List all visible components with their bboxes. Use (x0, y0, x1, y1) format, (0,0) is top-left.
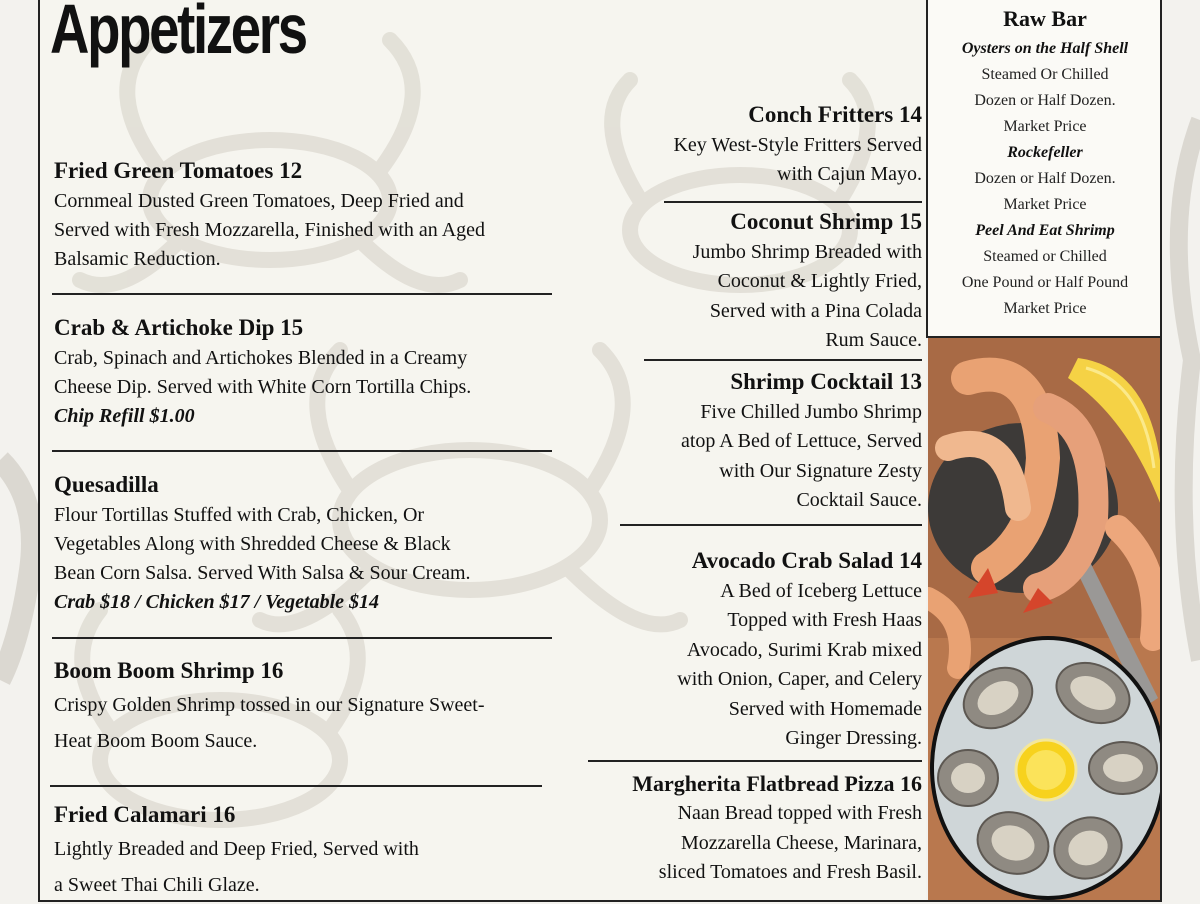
item-name: Margherita Flatbread Pizza 16 (632, 771, 922, 796)
item-name: Shrimp Cocktail 13 (730, 369, 922, 394)
appetizers-panel (40, 0, 926, 900)
item-name: Avocado Crab Salad 14 (691, 548, 922, 573)
item-description: Jumbo Shrimp Breaded with Coconut & Lightly Fried, Served with a Pina Colada Rum Sauce. (692, 240, 922, 352)
divider (664, 201, 922, 203)
divider (52, 293, 552, 295)
price-note: Crab $18 / Chicken $17 / Vegetable $14 (54, 590, 379, 613)
crab-watermark-right (1162, 100, 1200, 800)
item-description: Lightly Breaded and Deep Fried, Served with a Sweet Thai Chili Glaze. (54, 837, 419, 896)
item-name: Quesadilla (54, 472, 159, 497)
price-note: Chip Refill $1.00 (54, 404, 195, 427)
divider (644, 359, 922, 361)
item-description: Naan Bread topped with Fresh Mozzarella Cheese, Marinara, sliced Tomatoes and Fresh Basil. (658, 802, 922, 884)
raw-bar-section-name: Rockefeller (1007, 144, 1083, 161)
menu-item-boom-boom-shrimp (54, 657, 574, 759)
item-description: A Bed of Iceberg Lettuce Topped with Fresh Haas Avocado, Surimi Krab mixed with Onion, Caper, and Celery Served with Homemade Ginger Dressing. (677, 579, 922, 750)
divider (620, 524, 922, 526)
menu-item-fried-calamari (54, 801, 574, 902)
seafood-photo (928, 338, 1162, 902)
menu-page (38, 0, 1162, 902)
menu-item-quesadilla (54, 471, 574, 617)
raw-bar-line: Market Price (1003, 118, 1087, 135)
menu-item-avocado-crab-salad (622, 547, 922, 754)
item-description: Crispy Golden Shrimp tossed in our Signature Sweet- Heat Boom Boom Sauce. (54, 693, 485, 752)
raw-bar-section-name: Peel And Eat Shrimp (975, 222, 1115, 239)
page-title: Appetizers (50, 0, 306, 68)
raw-bar-line: Steamed or Chilled (983, 248, 1107, 265)
item-name: Coconut Shrimp 15 (730, 209, 922, 234)
menu-item-crab-artichoke-dip (54, 314, 574, 431)
raw-bar-line: Dozen or Half Dozen. (974, 170, 1116, 187)
raw-bar-panel (926, 0, 1162, 338)
item-description: Five Chilled Jumbo Shrimp atop A Bed of Lettuce, Served with Our Signature Zesty Cocktail Sauce. (680, 400, 922, 512)
menu-item-shrimp-cocktail (622, 368, 922, 516)
item-description: Crab, Spinach and Artichokes Blended in a Creamy Cheese Dip. Served with White Corn Tortilla Chips. Chip Refill $1.00 (54, 346, 472, 427)
raw-bar-line: Dozen or Half Dozen. (974, 92, 1116, 109)
raw-bar-line: Steamed Or Chilled (981, 66, 1109, 83)
menu-item-coconut-shrimp (622, 208, 922, 356)
menu-item-margherita-flatbread (582, 771, 922, 888)
raw-bar-line: Market Price (1003, 300, 1087, 317)
divider (588, 760, 922, 762)
item-description: Cornmeal Dusted Green Tomatoes, Deep Fried and Served with Fresh Mozzarella, Finished with an Aged Balsamic Reduction. (54, 189, 486, 270)
menu-item-fried-green-tomatoes (54, 157, 574, 274)
divider (52, 637, 552, 639)
raw-bar-title: Raw Bar (1003, 6, 1087, 31)
item-description: Key West-Style Fritters Served with Cajun Mayo. (673, 133, 922, 186)
item-name: Fried Green Tomatoes 12 (54, 158, 303, 183)
raw-bar-line: Market Price (1003, 196, 1087, 213)
item-name: Conch Fritters 14 (748, 102, 922, 127)
item-description: Flour Tortillas Stuffed with Crab, Chicken, Or Vegetables Along with Shredded Cheese & Black Bean Corn Salsa. Served With Salsa & Sour Cream. Crab $18 / Chicken $17 / Vegetable $14 (54, 503, 471, 613)
divider (50, 785, 542, 787)
raw-bar-line: One Pound or Half Pound (961, 274, 1129, 291)
item-name: Crab & Artichoke Dip 15 (54, 315, 304, 340)
raw-bar-section-name: Oysters on the Half Shell (961, 40, 1129, 57)
menu-item-conch-fritters (622, 101, 922, 190)
item-name: Fried Calamari 16 (54, 802, 236, 827)
shrimp-oyster-image (928, 338, 1162, 902)
divider (52, 450, 552, 452)
item-name: Boom Boom Shrimp 16 (54, 658, 284, 683)
